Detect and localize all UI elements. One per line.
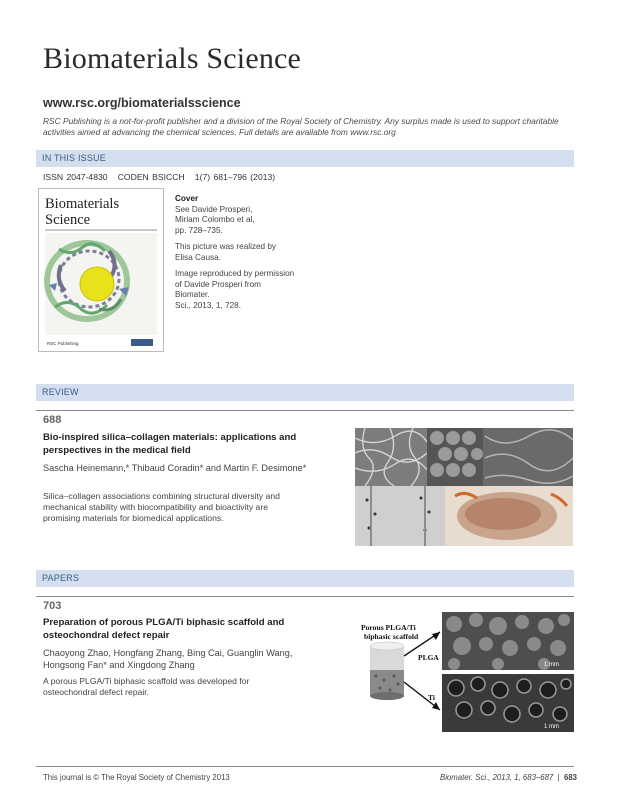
cover-heading: Cover <box>175 194 199 203</box>
footer-citation: Biomater. Sci., 2013, 1, 683–687 | 683 <box>440 773 577 782</box>
review-abstract: Silica–collagen associations combining structural diversity and mechanical stability with biocompatibility and bioactivity are promising materials for biomedical applications. <box>43 491 280 523</box>
section-review: REVIEW <box>36 384 574 401</box>
footer-divider <box>36 766 574 767</box>
fig-label-2: biphasic scaffold <box>364 632 419 641</box>
issn: ISSN 2047-4830 <box>43 172 108 182</box>
paper-figure-graphic <box>358 610 574 734</box>
cover-caption <box>175 194 295 311</box>
paper-page-number: 703 <box>43 600 62 612</box>
journal-url[interactable]: www.rsc.org/biomaterialsscience <box>43 96 241 110</box>
cover-thumb-title1: Biomaterials <box>45 196 120 212</box>
footer-page-number: 683 <box>563 773 577 782</box>
section-in-this-issue: IN THIS ISSUE <box>36 150 574 167</box>
coden: CODEN BSICCH <box>117 172 185 182</box>
cover-thumb-brand: RSC Publishing <box>47 341 79 346</box>
divider <box>36 410 574 411</box>
footer-copyright: This journal is © The Royal Society of Chemistry 2013 <box>43 773 230 782</box>
review-page-number: 688 <box>43 414 62 426</box>
review-title[interactable]: Bio-inspired silica–collagen materials: applications and perspectives in the medical field <box>43 432 297 456</box>
cover-repro-1: Image reproduced by permission <box>175 269 295 278</box>
fig-scale-2: 1 mm <box>544 724 559 730</box>
cover-repro-3: Sci., 2013, 1, 728. <box>175 300 241 310</box>
fig-label-1: Porous PLGA/Ti <box>361 623 416 632</box>
paper-figure[interactable] <box>358 610 574 734</box>
cover-pages: pp. 728–735. <box>175 225 223 235</box>
review-figure-graphic <box>355 428 573 546</box>
paper-abstract: A porous PLGA/Ti biphasic scaffold was developed for osteochondral defect repair. <box>43 676 250 697</box>
publisher-note: RSC Publishing is a not-for-profit publisher and a division of the Royal Society of Chemistry. Any surplus made is used to support charitable activities aimed at advancing the chemical sciences. Full details are available from www.rsc.org <box>43 116 559 137</box>
paper-title[interactable]: Preparation of porous PLGA/Ti biphasic scaffold and osteochondral defect repair <box>43 617 285 641</box>
cover-authors: Miriam Colombo et al, <box>175 215 255 224</box>
cover-repro-2: of Davide Prosperi from Biomater. <box>175 279 262 299</box>
fig-scale-1: 1 mm <box>544 662 559 668</box>
cover-realized-2: Elisa Causa. <box>175 252 221 262</box>
cover-thumb-title2: Science <box>45 212 91 228</box>
review-figure[interactable] <box>355 428 573 546</box>
cover-realized-1: This picture was realized by <box>175 242 277 251</box>
volume: 1(7) 681–796 (2013) <box>194 172 276 182</box>
fig-plga-label: PLGA <box>418 653 439 662</box>
paper-authors: Chaoyong Zhao, Hongfang Zhang, Bing Cai, Guanglin Wang, Hongsong Fan* and Xingdong Zhang <box>43 648 293 670</box>
review-authors: Sascha Heinemann,* Thibaud Coradin* and Martin F. Desimone* <box>43 463 307 473</box>
cover-image[interactable] <box>38 188 164 352</box>
footer-citation-text: Biomater. Sci., 2013, 1, 683–687 <box>440 773 554 782</box>
issue-info <box>43 172 275 182</box>
fig-ti-label: Ti <box>428 693 435 702</box>
cover-illustration <box>39 189 163 351</box>
divider <box>36 596 574 597</box>
journal-title: Biomaterials Science <box>43 42 302 75</box>
section-papers: PAPERS <box>36 570 574 587</box>
cover-see: See Davide Prosperi, <box>175 204 253 214</box>
